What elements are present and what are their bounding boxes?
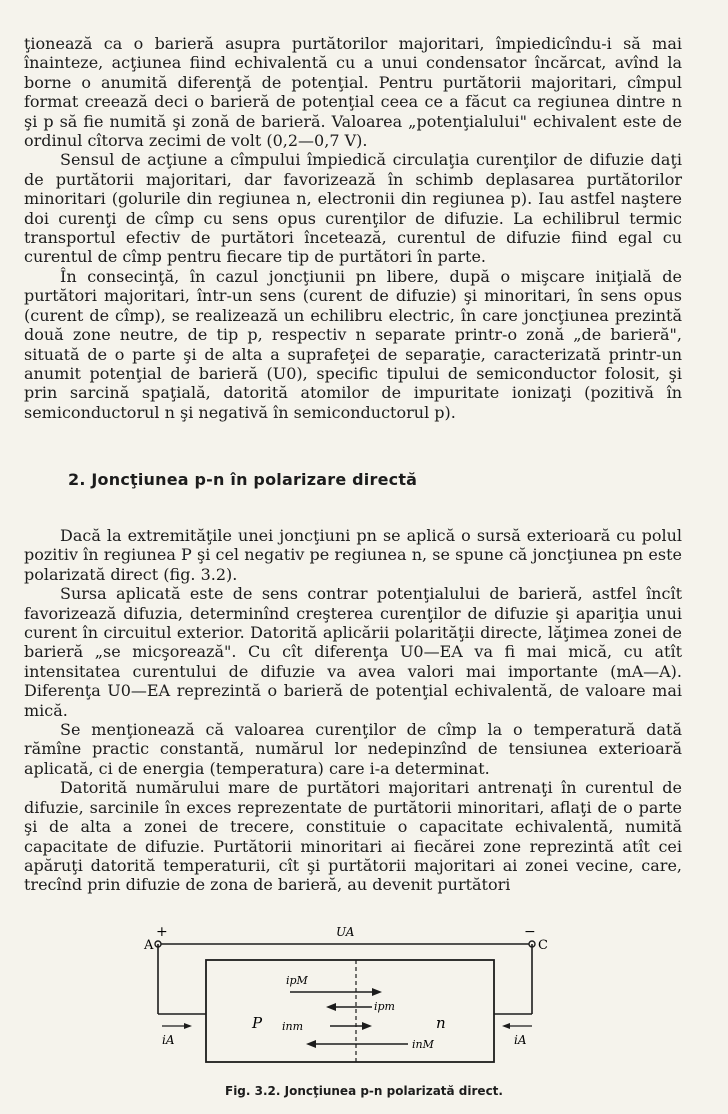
paragraph: Sensul de acţiune a cîmpului împiedică circulaţia curenţilor de difuzie daţi de purtătorii majoritari, dar favorizează în schimb deplasarea purtătorilor minoritari (golurile din regiunea n, electronii din regiunea p). Iau astfel naştere doi curenţi de cîmp cu sens opus curenţilor de difuzie. La echilibrul termic transportul efectiv de purtători încetează, curentul de difuzie fiind egal cu curentul de cîmp pentru fiecare tip de purtători în parte. (24, 150, 682, 267)
arrow-ia-left-head (184, 1023, 192, 1029)
figure-pn-junction (140, 922, 580, 1072)
label-ia-left: iA (162, 1033, 175, 1047)
minus-sign: − (524, 924, 536, 940)
paragraph: În consecinţă, în cazul joncţiunii pn libere, după o mişcare iniţială de purtători majoritari, într-un sens (curent de difuzie) şi minoritari, în sens opus (curent de cîmp), se realizează un echilibru electric, în care joncţiunea prezintă două zone neutre, de tip p, respectiv n separate printr-o zonă „de barieră", situată de o parte şi de alta a suprafeţei de separaţie, caracterizată printr-un anumit potenţial de barieră (U0), specific tipului de semiconductor folosit, şi prin sarcină spaţială, datorită atomilor de impuritate ionizaţi (pozitivă în semiconductorul n şi negativă în semiconductorul p). (24, 266, 682, 422)
region-n-label: n (436, 1014, 446, 1032)
label-ia-right: iA (514, 1033, 527, 1047)
label-ipM: ipM (286, 974, 308, 987)
arrow-inM-head (306, 1040, 316, 1048)
terminal-a-label: A (144, 938, 154, 953)
arrow-ipM-head (372, 988, 382, 996)
voltage-label: UA (336, 925, 355, 939)
label-inM: inM (412, 1038, 434, 1051)
paragraph: Datorită numărului mare de purtători majoritari antrenaţi în curentul de difuzie, sarcinile în exces reprezentate de purtătorii minoritari, aflaţi de o parte şi de alta a zonei de trecere, constituie o capacitate echivalentă, numită capacitate de difuzie. Purtătorii minoritari ai fiecărei zone reprezintă atît cei apăruţi datorită temperaturii, cît şi purtătorii majoritari ai zonei vecine, care, trecînd prin difuzie de zona de barieră, au devenit purtători (24, 778, 682, 895)
terminal-c-label: C (538, 938, 548, 953)
label-inm: inm (282, 1020, 304, 1033)
figure-caption: Fig. 3.2. Joncţiunea p-n polarizată direct. (225, 1084, 503, 1098)
arrow-ia-right-head (502, 1023, 510, 1029)
paragraph: Sursa aplicată este de sens contrar potenţialului de barieră, astfel încît favorizează difuzia, determinînd creşterea curenţilor de difuzie şi apariţia unui curent în circuitul exterior. Datorită aplicării polarităţii directe, lăţimea zonei de barieră „se micşorează". Cu cît diferenţa U0—EA va fi mai mică, cu atît intensitatea curentului de difuzie va avea valori mai importante (mA—A). Diferenţa U0—EA reprezintă o barieră de potenţial echivalentă, de valoare mai mică. (24, 584, 682, 720)
arrow-inm-head (362, 1022, 372, 1030)
plus-sign: + (156, 924, 168, 940)
paragraph: Se menţionează că valoarea curenţilor de cîmp la o temperatură dată rămîne practic constantă, numărul lor nedepinzînd de tensiunea exterioară aplicată, ci de energia (temperatura) care i-a determinat. (24, 720, 682, 778)
section-text (24, 526, 682, 895)
junction-diagram (140, 922, 580, 1072)
section-heading: 2. Joncţiunea p-n în polarizare directă (68, 470, 418, 489)
paragraph: Dacă la extremităţile unei joncţiuni pn se aplică o sursă exterioară cu polul pozitiv în regiunea P şi cel negativ pe regiunea n, se spune că joncţiunea pn este polarizată direct (fig. 3.2). (24, 526, 682, 584)
label-ipm: ipm (374, 1000, 395, 1013)
paragraph: ţionează ca o barieră asupra purtătorilor majoritari, împiedicîndu-i să mai înainteze, acţiunea fiind echivalentă cu a unui condensator încărcat, avînd la borne o anumită diferenţă de potenţial. Pentru purtătorii majoritari, cîmpul format creează deci o barieră de potenţial ceea ce a făcut ca regiunea dintre n şi p să fie numită şi zonă de barieră. Valoarea „potenţialului" echivalent este de ordinul cîtorva zecimi de volt (0,2—0,7 V). (24, 34, 682, 151)
junction-box (206, 960, 494, 1062)
body-text (24, 34, 682, 422)
arrow-ipm-head (326, 1003, 336, 1011)
region-p-label: P (252, 1014, 263, 1032)
